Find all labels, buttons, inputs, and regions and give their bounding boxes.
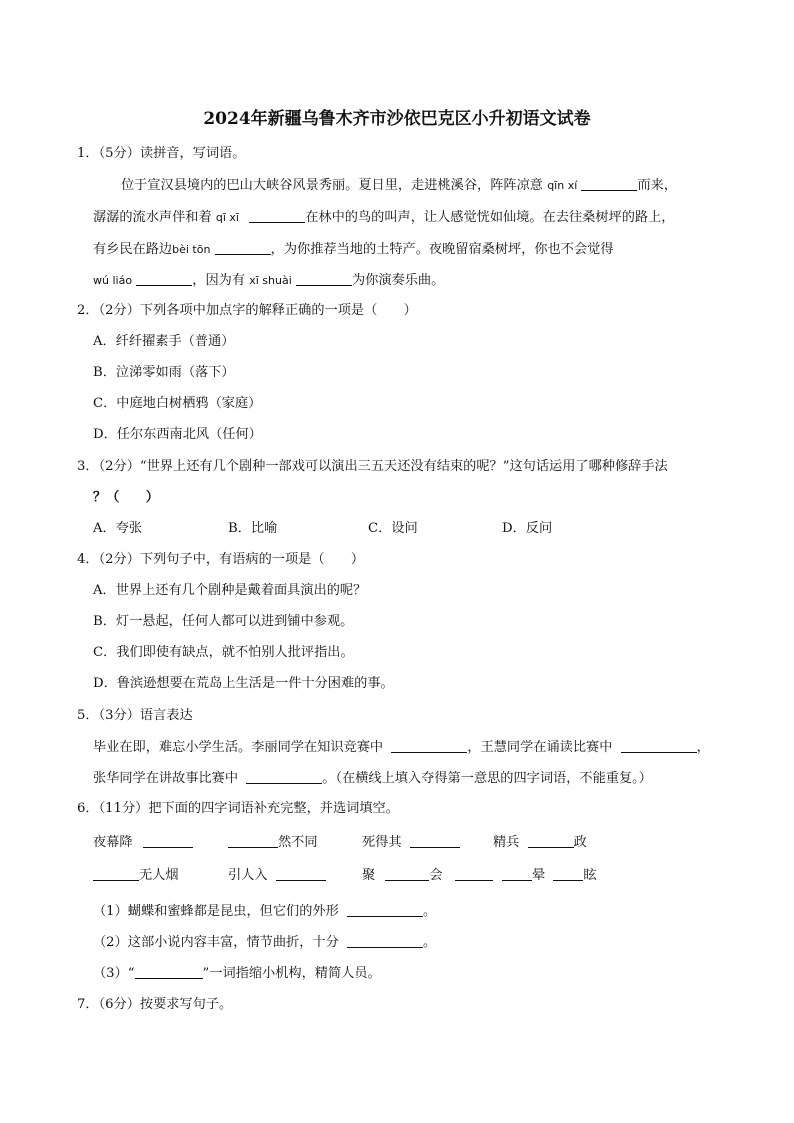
q6-word-7-mid: 会 bbox=[429, 868, 443, 883]
q1-line3-text: 有乡民在路边 bbox=[93, 242, 173, 257]
q6-word-6-blank[interactable] bbox=[276, 866, 326, 881]
q6-word-3-text: 死得其 bbox=[362, 835, 402, 850]
q5-line1-text: 毕业在即，难忘小学生活。李丽同学在知识竞赛中 bbox=[93, 740, 384, 755]
q6-word-1-blank[interactable] bbox=[143, 833, 193, 848]
q6-word-8-blank-2[interactable] bbox=[553, 866, 583, 881]
q1-line3 bbox=[93, 240, 614, 259]
q6-word-4-blank[interactable] bbox=[528, 833, 574, 848]
q6-sentence-1-end: 。 bbox=[422, 904, 437, 919]
q4-option-d[interactable]: D．鲁滨逊想要在荒岛上生活是一件十分困难的事。 bbox=[93, 676, 394, 691]
q6-word-1-text: 夜幕降 bbox=[93, 835, 133, 850]
q3-option-a[interactable]: A．夸张 bbox=[93, 521, 143, 536]
q1-pinyin-5: xī shuài bbox=[249, 274, 292, 287]
q1-line4 bbox=[93, 271, 444, 290]
q1-pinyin-3: bèi tōn bbox=[172, 243, 211, 256]
q1-line4-end: 为你演奏乐曲。 bbox=[351, 273, 445, 288]
q6-word-4 bbox=[493, 833, 587, 852]
q2-option-d[interactable]: D．任尔东西南北风（任何） bbox=[93, 427, 262, 442]
q4-option-a[interactable]: A．世界上还有几个剧种是戴着面具演出的呢？ bbox=[93, 583, 367, 598]
q1-blank-4[interactable] bbox=[136, 271, 192, 286]
q6-word-5-text: 无人烟 bbox=[139, 868, 179, 883]
q6-word-1 bbox=[93, 833, 193, 852]
q6-word-3-blank[interactable] bbox=[410, 833, 460, 848]
q4-option-b[interactable]: B．灯一悬起，任何人都可以进到铺中参观。 bbox=[93, 614, 354, 629]
q6-sentence-1 bbox=[93, 902, 436, 921]
q5-line2-end: 。（在横线上填入夺得第一意思的四字词语，不能重复。） bbox=[322, 771, 652, 786]
q2-option-c[interactable]: C．中庭地白树栖鸦（家庭） bbox=[93, 396, 262, 411]
q1-blank-1[interactable] bbox=[581, 176, 637, 191]
q6-sentence-3-end: ”一词指缩小机构，精简人员。 bbox=[202, 966, 381, 981]
q6-sentence-2 bbox=[93, 933, 436, 952]
q6-sentence-3-text: （3）“ bbox=[93, 966, 135, 981]
q1-line3-end: ，为你推荐当地的土特产。夜晚留宿桑树坪，你也不会觉得 bbox=[270, 242, 614, 257]
q6-word-7-text: 聚 bbox=[362, 868, 376, 883]
q1-pinyin-4: wú liáo bbox=[93, 274, 133, 287]
q1-pinyin-2: qī xī bbox=[215, 211, 239, 224]
q1-line2-end: 在林中的鸟的叫声，让人感觉恍如仙境。在去往桑树坪的路上， bbox=[305, 210, 675, 225]
q5-blank-2[interactable] bbox=[621, 738, 697, 753]
q6-word-2 bbox=[228, 833, 318, 852]
q6-word-4-end: 政 bbox=[573, 835, 587, 850]
q1-line1 bbox=[121, 176, 677, 195]
q5-blank-3[interactable] bbox=[246, 769, 322, 784]
q2-heading: 2．（2分）下列各项中加点字的解释正确的一项是（ ） bbox=[77, 303, 417, 318]
q5-heading: 5．（3分）语言表达 bbox=[77, 708, 193, 723]
q6-word-6 bbox=[228, 866, 326, 885]
q1-blank-5[interactable] bbox=[296, 271, 352, 286]
q6-sentence-2-text: （2）这部小说内容丰富，情节曲折，十分 bbox=[93, 935, 339, 950]
q6-word-8-blank-1[interactable] bbox=[502, 866, 532, 881]
q4-heading: 4．（2分）下列句子中，有语病的一项是（ ） bbox=[77, 552, 365, 567]
q6-word-6-text: 引人入 bbox=[228, 868, 268, 883]
q5-line1-mid: ，王慧同学在诵读比赛中 bbox=[467, 740, 613, 755]
q6-word-2-blank[interactable] bbox=[228, 833, 278, 848]
q6-sentence-3-blank[interactable] bbox=[135, 964, 203, 979]
q6-word-7-blank-2[interactable] bbox=[455, 866, 493, 881]
q6-sentence-1-blank[interactable] bbox=[347, 902, 423, 917]
q1-line1-end: 而来， bbox=[637, 178, 678, 193]
q3-option-b[interactable]: B．比喻 bbox=[228, 521, 278, 536]
q1-pinyin-1: qīn xí bbox=[547, 179, 578, 192]
q6-word-9-text: 眩 bbox=[583, 868, 597, 883]
exam-title: 2024年新疆乌鲁木齐市沙依巴克区小升初语文试卷 bbox=[203, 109, 591, 129]
q1-line2-text: 潺潺的流水声伴和着 bbox=[93, 210, 212, 225]
q6-word-5-blank[interactable] bbox=[93, 866, 139, 881]
q1-line2 bbox=[93, 208, 674, 227]
q6-sentence-2-blank[interactable] bbox=[347, 933, 423, 948]
q6-word-7-blank-1[interactable] bbox=[385, 866, 429, 881]
q7-heading: 7．（6分）按要求写句子。 bbox=[77, 997, 233, 1012]
q3-option-d[interactable]: D．反问 bbox=[502, 521, 553, 536]
q5-line2-text: 张华同学在讲故事比赛中 bbox=[93, 771, 239, 786]
q6-word-5 bbox=[93, 866, 179, 885]
q2-option-b[interactable]: B．泣涕零如雨（落下） bbox=[93, 365, 235, 380]
q6-word-2-text: 然不同 bbox=[278, 835, 318, 850]
q2-option-a[interactable]: A．纤纤擢素手（普通） bbox=[93, 334, 235, 349]
q6-word-8-text: 晕 bbox=[532, 868, 546, 883]
q6-word-4-text: 精兵 bbox=[493, 835, 520, 850]
q3-option-c[interactable]: C．设问 bbox=[368, 521, 418, 536]
q1-line4-text: ，因为有 bbox=[192, 273, 246, 288]
q6-sentence-1-text: （1）蝴蝶和蜜蜂都是昆虫，但它们的外形 bbox=[93, 904, 339, 919]
q6-sentence-2-end: 。 bbox=[422, 935, 437, 950]
q5-blank-1[interactable] bbox=[391, 738, 467, 753]
q4-option-c[interactable]: C．我们即使有缺点，就不怕别人批评指出。 bbox=[93, 645, 354, 660]
q6-word-3 bbox=[362, 833, 460, 852]
q3-heading: 3．（2分）“世界上还有几个剧种一部戏可以演出三五天还没有结束的呢？”这句话运用了哪种修辞手法 bbox=[77, 459, 668, 474]
q5-line1 bbox=[93, 738, 710, 757]
q6-sentence-3 bbox=[93, 964, 381, 983]
q1-blank-3[interactable] bbox=[215, 240, 271, 255]
q5-line1-end: ， bbox=[696, 740, 710, 755]
q1-blank-2[interactable] bbox=[249, 208, 305, 223]
q6-word-7 bbox=[362, 866, 493, 885]
q6-word-8 bbox=[502, 866, 597, 885]
q5-line2 bbox=[93, 769, 652, 788]
q1-heading: 1．（5分）读拼音，写词语。 bbox=[77, 146, 246, 161]
q3-heading-cont: ？（ ） bbox=[93, 490, 159, 505]
q1-line1-text: 位于宣汉县境内的巴山大峡谷风景秀丽。夏日里，走进桃溪谷，阵阵凉意 bbox=[121, 178, 543, 193]
q6-heading: 6．（11分）把下面的四字词语补充完整，并选词填空。 bbox=[77, 801, 399, 816]
